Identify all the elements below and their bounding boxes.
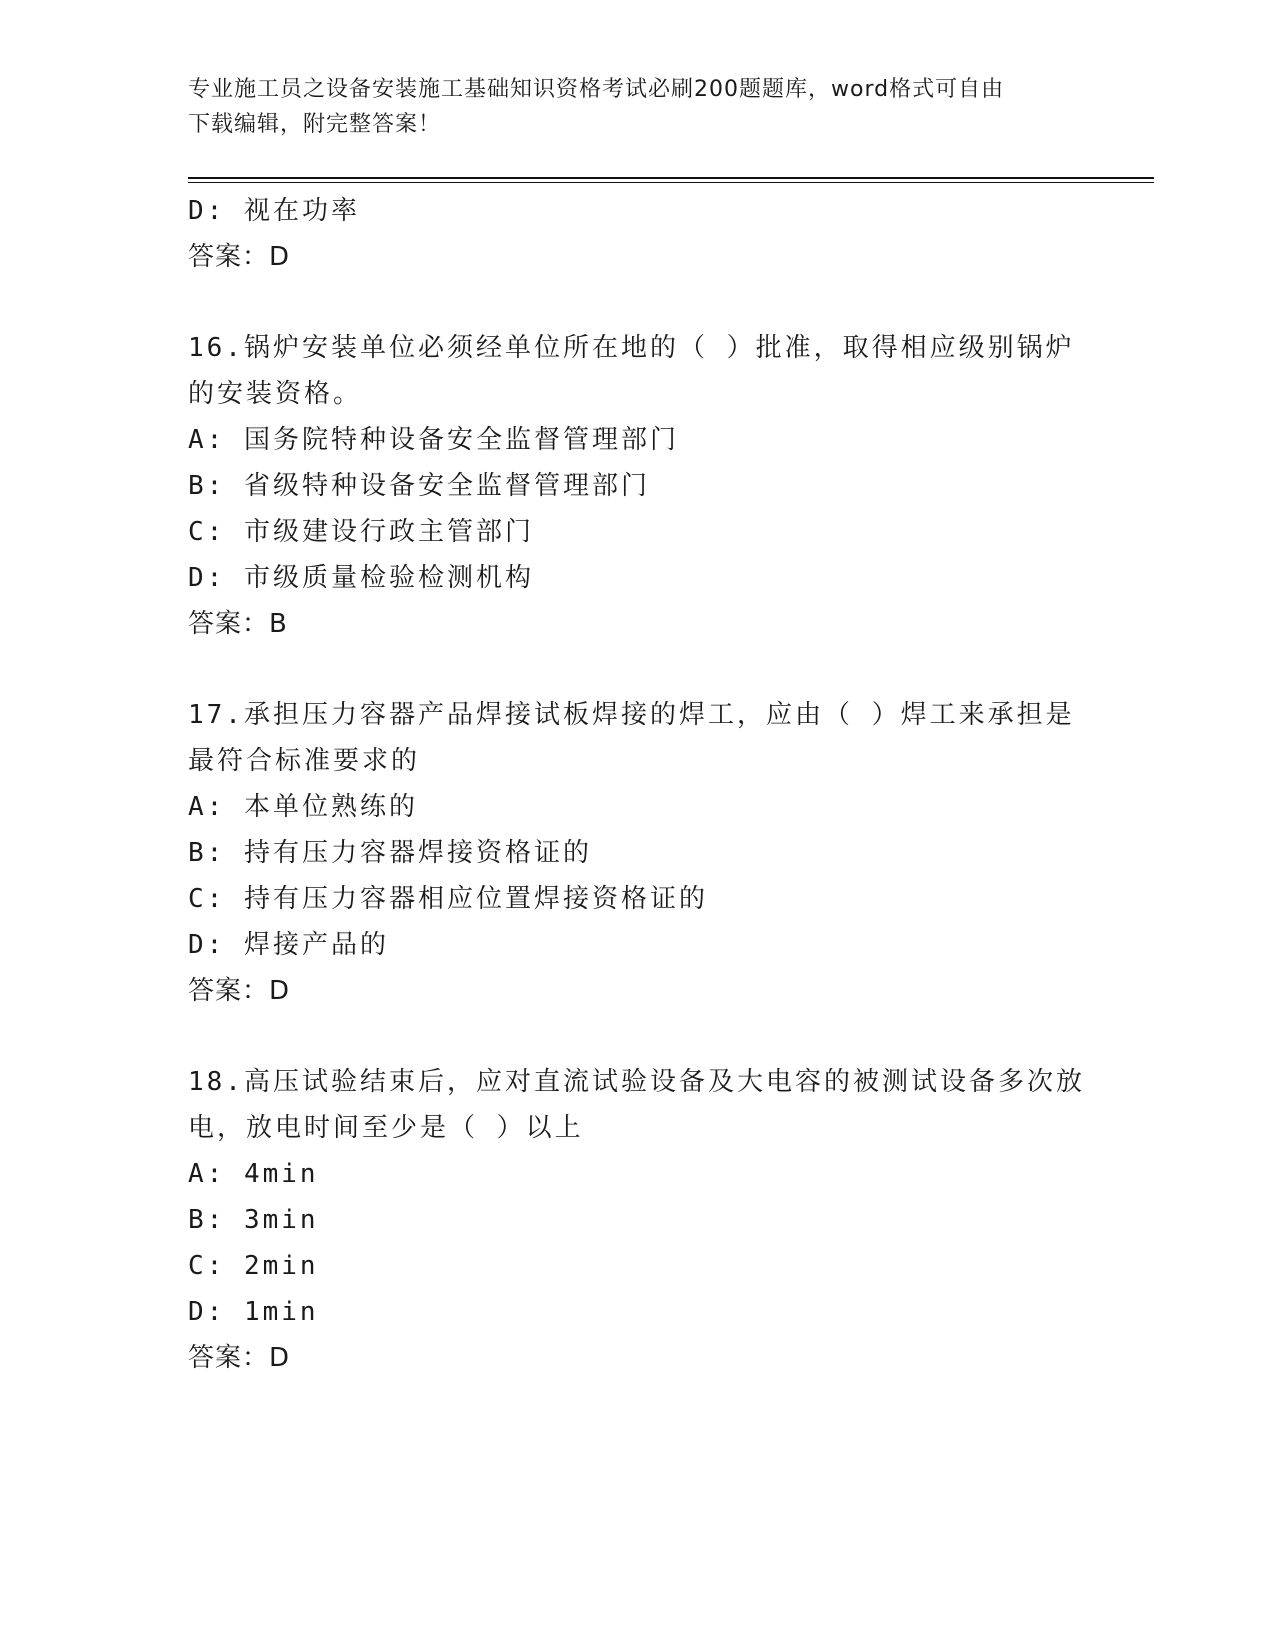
- question-stem-line-1: 16.锅炉安装单位必须经单位所在地的（ ）批准，取得相应级别锅炉: [188, 333, 1075, 363]
- spacer: [188, 280, 1088, 325]
- question-16: [188, 325, 1088, 647]
- question-stem-line-1: 18.高压试验结束后，应对直流试验设备及大电容的被测试设备多次放: [188, 1067, 1085, 1097]
- header-line-1: 专业施工员之设备安装施工基础知识资格考试必刷200题题库，word格式可自由: [188, 77, 1005, 102]
- option-a: A: 4min: [188, 1159, 319, 1189]
- header-divider-thin: [188, 182, 1154, 183]
- question-17: [188, 692, 1088, 1014]
- option-a: A: 本单位熟练的: [188, 792, 418, 822]
- option-a: A: 国务院特种设备安全监督管理部门: [188, 425, 679, 455]
- option-b: B: 省级特种设备安全监督管理部门: [188, 471, 650, 501]
- option-b: B: 3min: [188, 1205, 319, 1235]
- question-stem-line-1: 17.承担压力容器产品焊接试板焊接的焊工，应由（ ）焊工来承担是: [188, 700, 1075, 730]
- question-stem-line-2: 的安装资格。: [188, 379, 363, 409]
- spacer: [188, 647, 1088, 692]
- spacer: [188, 1014, 1088, 1059]
- option-c: C: 持有压力容器相应位置焊接资格证的: [188, 884, 708, 914]
- question-stem-line-2: 电，放电时间至少是（ ）以上: [188, 1113, 584, 1143]
- document-header: [188, 72, 1088, 142]
- prev-answer: 答案：D: [188, 242, 291, 272]
- header-line-2: 下载编辑，附完整答案！: [188, 112, 442, 137]
- answer: 答案：D: [188, 976, 291, 1006]
- question-stem-line-2: 最符合标准要求的: [188, 746, 421, 776]
- option-b: B: 持有压力容器焊接资格证的: [188, 838, 592, 868]
- question-18: [188, 1059, 1088, 1381]
- question-list: [188, 188, 1088, 1381]
- header-divider-thick: [188, 177, 1154, 179]
- answer: 答案：D: [188, 1343, 291, 1373]
- answer: 答案：B: [188, 609, 288, 639]
- option-c: C: 2min: [188, 1251, 319, 1281]
- prev-option-d: D: 视在功率: [188, 196, 360, 226]
- option-d: D: 市级质量检验检测机构: [188, 563, 534, 593]
- option-c: C: 市级建设行政主管部门: [188, 517, 534, 547]
- option-d: D: 焊接产品的: [188, 930, 389, 960]
- option-d: D: 1min: [188, 1297, 319, 1327]
